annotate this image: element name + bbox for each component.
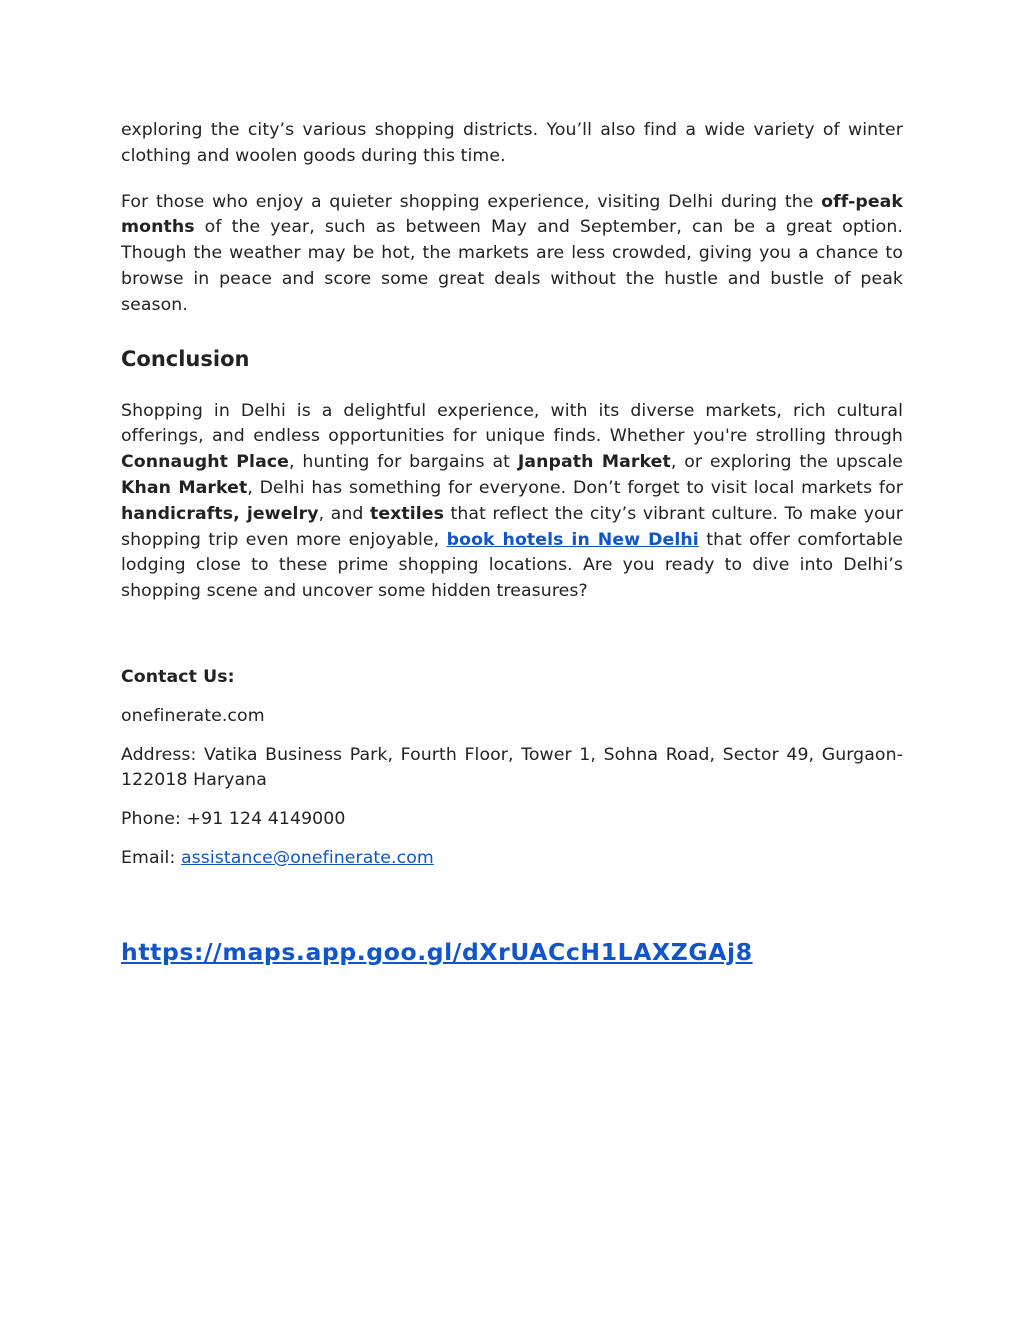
conclusion-text-3: , or exploring the upscale <box>670 452 903 473</box>
conclusion-text-2: , hunting for bargains at <box>289 452 518 473</box>
offpeak-bold: off-peak months <box>121 191 903 238</box>
conclusion-text-6: that reflect the city’s vibrant culture. To make your shopping trip even more enjoyable, <box>121 503 904 550</box>
contact-address: Address: Vatika Business Park, Fourth Floor, Tower 1, Sohna Road, Sector 49, Gurgaon- 122018 Haryana <box>121 744 903 791</box>
conclusion-text-4: , Delhi has something for everyone. Don’t forget to visit local markets for <box>247 477 903 498</box>
janpath-market-bold: Janpath Market <box>517 452 671 473</box>
offpeak-text-2: of the year, such as between May and September, can be a great option. Though the weather may be hot, the markets are less crowded, giving you a chance to browse in peace and score some great deals without the hustle and bustle of peak season. <box>121 217 903 315</box>
contact-heading: Contact Us: <box>121 666 235 687</box>
conclusion-paragraph <box>121 399 903 605</box>
book-hotels-link[interactable] <box>447 530 699 550</box>
contact-phone: Phone: +91 124 4149000 <box>121 809 346 830</box>
book-hotels-link-text: book hotels in New Delhi <box>446 529 699 550</box>
contact-website: onefinerate.com <box>121 705 265 726</box>
conclusion-heading: Conclusion <box>121 346 250 371</box>
conclusion-text-5: , and <box>318 503 370 524</box>
contact-email <box>121 846 903 872</box>
offpeak-paragraph <box>121 190 903 319</box>
maps-link[interactable]: https://maps.app.goo.gl/dXrUACcH1LAXZGAj8 <box>121 937 753 966</box>
conclusion-text-1: Shopping in Delhi is a delightful experience, with its diverse markets, rich cultural offerings, and endless opportunities for unique finds. Whether you're strolling through <box>121 400 903 447</box>
handicrafts-bold: handicrafts, jewelry <box>121 503 319 524</box>
email-link[interactable]: assistance@onefinerate.com <box>180 847 434 868</box>
conclusion-text-7: that offer comfortable lodging close to these prime shopping locations. Are you ready to dive into Delhi’s shopping scene and uncover some hidden treasures? <box>121 529 903 602</box>
document-page <box>121 118 903 968</box>
offpeak-text-1: For those who enjoy a quieter shopping experience, visiting Delhi during the <box>121 191 822 212</box>
khan-market-bold: Khan Market <box>121 477 248 498</box>
intro-text: exploring the city’s various shopping districts. You’ll also find a wide variety of winter clothing and woolen goods during this time. <box>121 120 903 166</box>
textiles-bold: textiles <box>369 503 444 524</box>
maps-paragraph <box>121 936 903 968</box>
intro-paragraph <box>121 118 903 170</box>
email-label: Email: <box>121 847 181 868</box>
connaught-place-bold: Connaught Place <box>121 452 290 473</box>
